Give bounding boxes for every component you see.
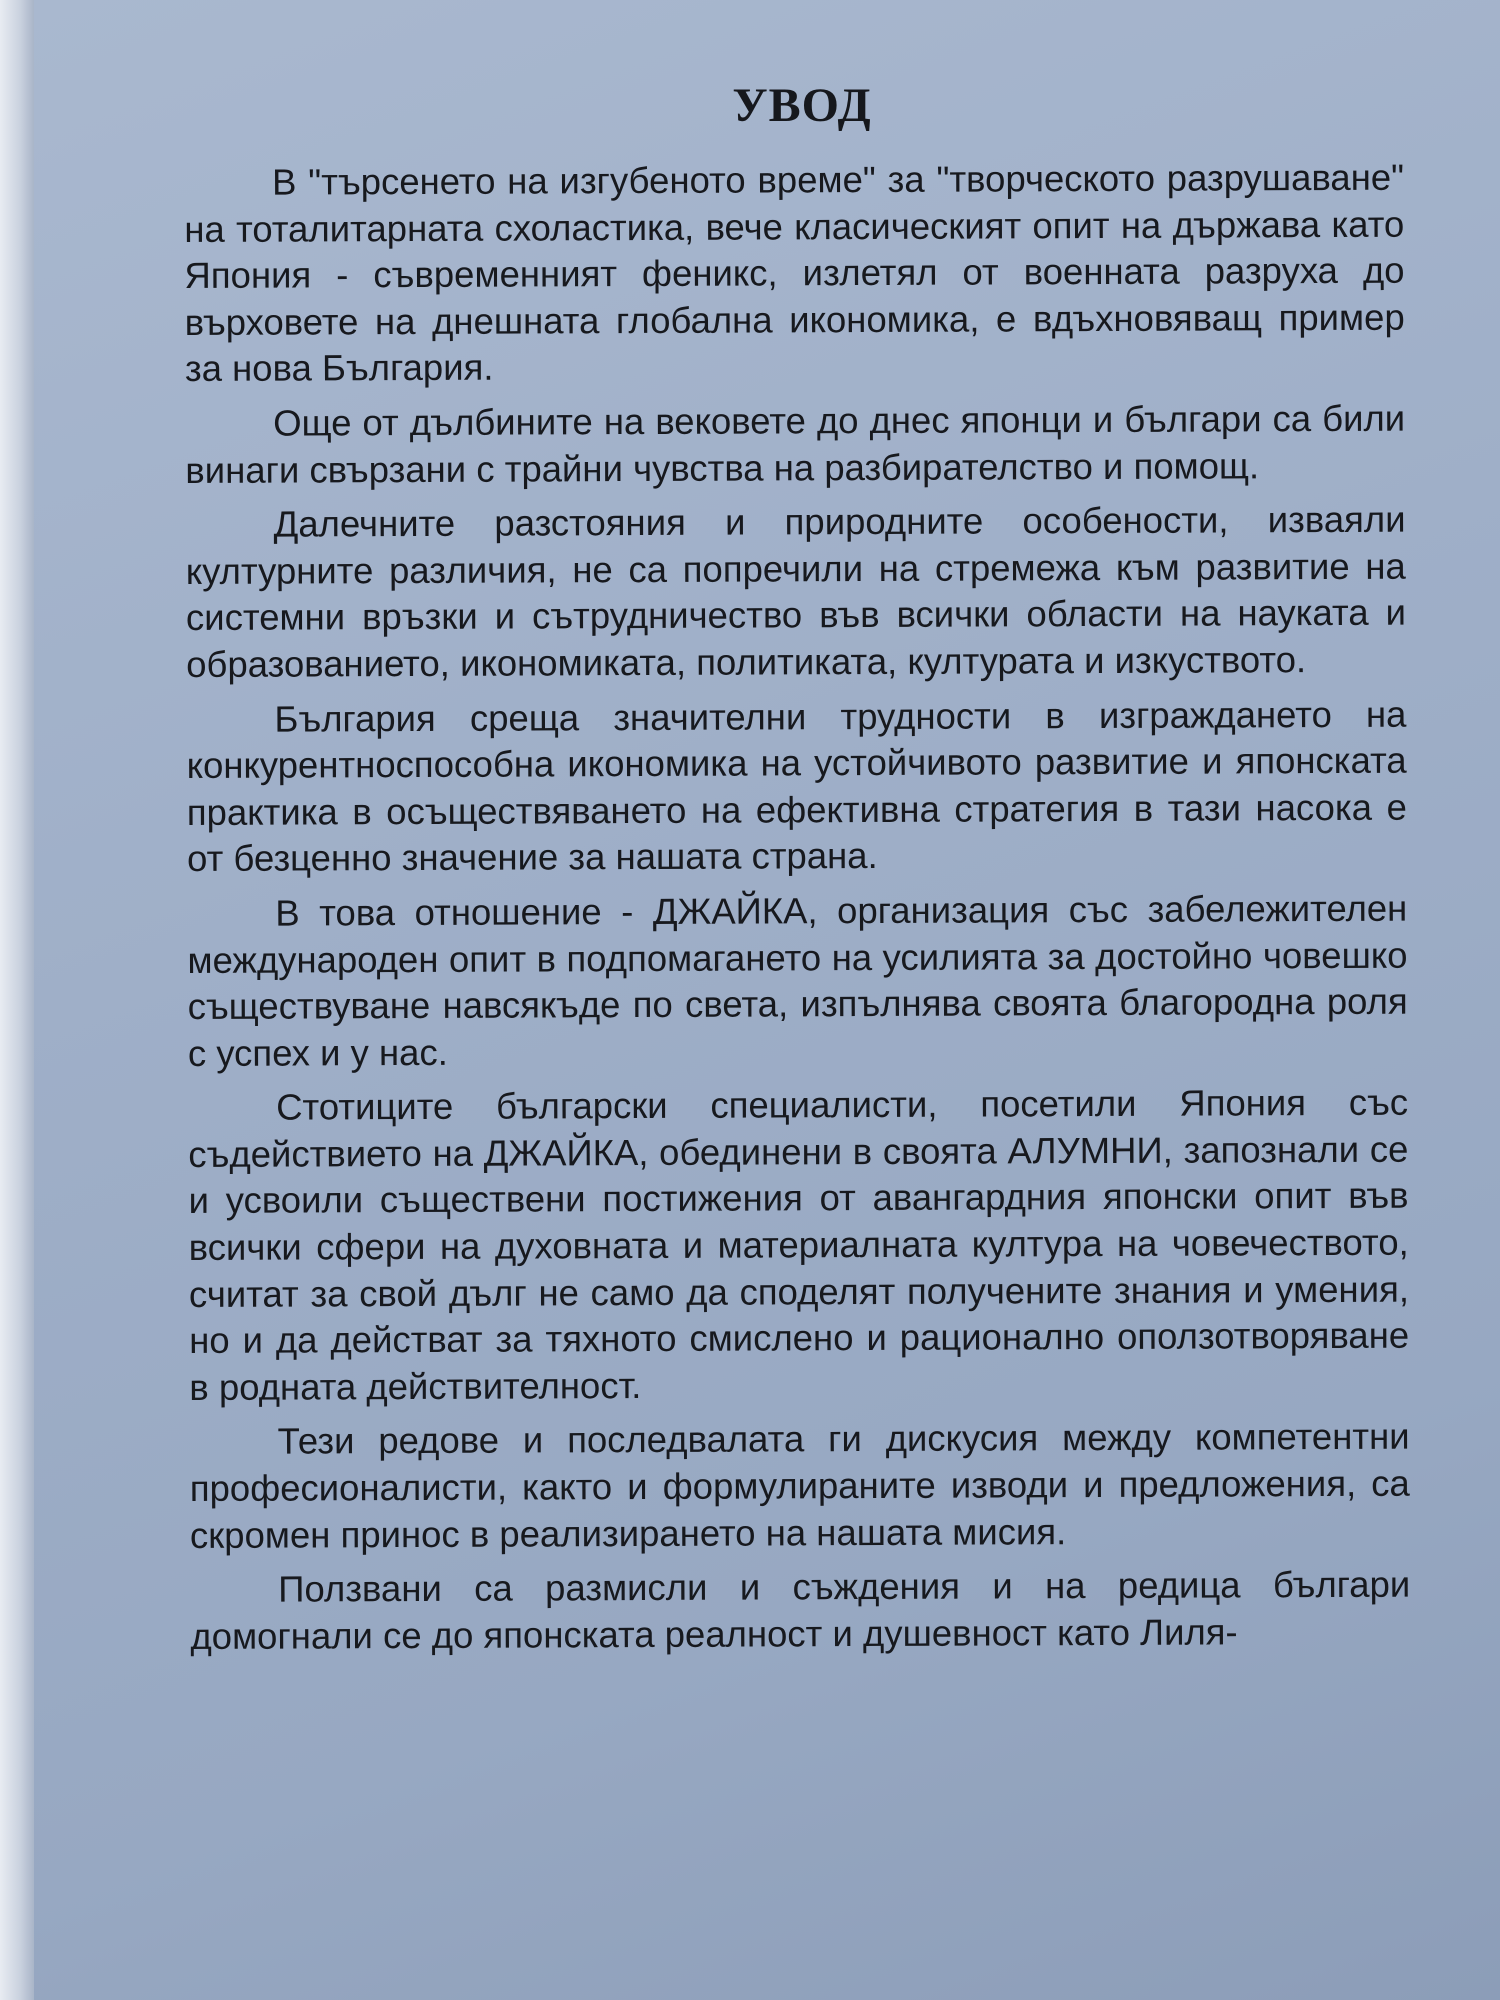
body-text (184, 155, 1411, 1669)
paragraph-3: Далечните разстояния и природните особености, изваяли културните различия, не са попречили на стремежа към развитие на системни връзки и сътрудничество във всички области на науката и образованието, икономиката, политиката, културата и изкуството. (185, 498, 1407, 685)
book-page (34, 0, 1500, 2000)
book-spine-edge (0, 0, 34, 2000)
paragraph-1: В "търсенето на изгубеното време" за "творческото разрушаване" на тоталитарната схоластика, вече класическият опит на държава като Япония - съвременният феникс, излетял от военната разруха до върховете на днешната глобална икономика, е вдъхновяващ пример за нова България. (184, 156, 1405, 390)
paragraph-4: България среща значителни трудности в изграждането на конкурентноспособна икономика на устойчивото развитие и японската практика в осъществяването на ефективна стратегия в тази насока е от безценно значение за нашата страна. (186, 693, 1407, 880)
paragraph-5: В това отношение - ДЖАЙКА, организация със забележителен международен опит в подпомагането на усилията за достойно човешко съществуване навсякъде по света, изпълнява своята благородна роля с успех и у нас. (187, 887, 1408, 1074)
chapter-title: УВОД (732, 79, 872, 132)
paragraph-6: Стотиците български специалисти, посетили Япония със съдействието на ДЖАЙКА, обединени в своята АЛУМНИ, запознали се и усвоили съществени постижения от авангардния японски опит във всички сфери на духовната и материалната култура на човечеството, считат за свой дълг не само да споделят получените знания и умения, но и да действат за тяхното смислено и рационално оползотворяване в родната действителност. (188, 1081, 1410, 1408)
paragraph-2: Още от дълбините на вековете до днес японци и българи са били винаги свързани с трайни чувства на разбирателство и помощ. (185, 397, 1406, 491)
paragraph-8: Ползвани са размисли и съждения и на редица българи домогнали се до японската реалност и душевност като Лиля- (190, 1563, 1411, 1657)
paragraph-7: Тези редове и последвалата ги дискусия между компетентни професионалисти, както и формулираните изводи и предложения, са скромен принос в реализирането на нашата мисия. (189, 1416, 1410, 1556)
